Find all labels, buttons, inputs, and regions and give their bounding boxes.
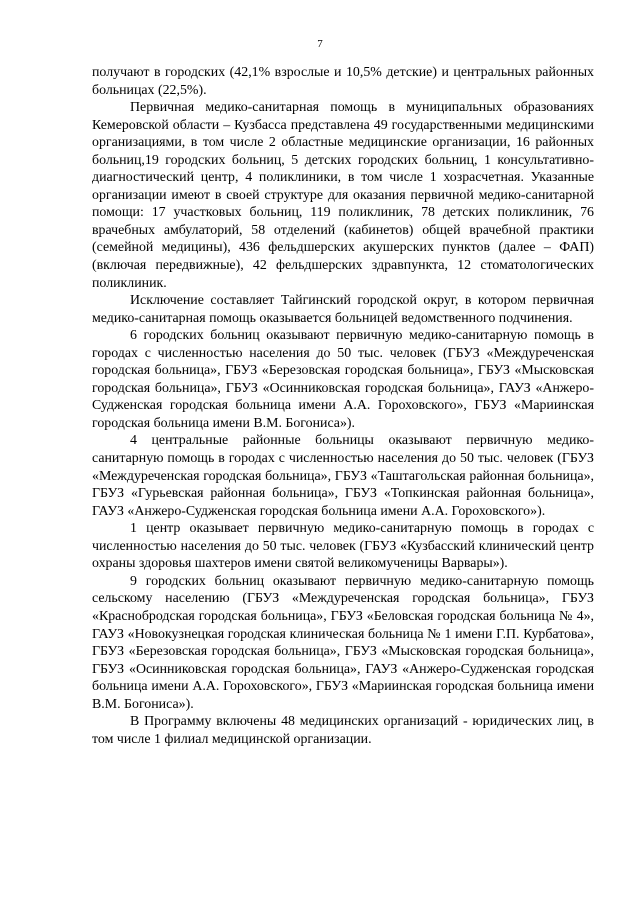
paragraph-primary-care-overview: Первичная медико-санитарная помощь в муниципальных образованиях Кемеровской области – Кузбасса представлена 49 государственными медицинскими организациями, в том числе 2 областные медицинские организации, 16 районных больниц,19 городских больниц, 5 детских городских больниц, 1 консультативно-диагностический центр, 4 поликлиники, в том числе 1 хозрасчетная. Указанные организации имеют в своей структуре для оказания первичной медико-санитарной помощи: 17 участковых больниц, 119 поликлиник, 78 детских поликлиник, 76 врачебных амбулаторий, 58 отделений (кабинетов) общей врачебной практики (семейной медицины), 436 фельдшерских акушерских пунктов (далее – ФАП) (включая передвижные), 42 фельдшерских здравпункта, 12 стоматологических поликлиник. [92,100,594,291]
paragraph-miners-center: 1 центр оказывает первичную медико-санитарную помощь в городах с численностью населения до 50 тыс. человек (ГБУЗ «Кузбасский клинический центр охраны здоровья шахтеров имени святой великомученицы Варвары»). [92,521,594,572]
paragraph-central-district-hospitals: 4 центральные районные больницы оказывают первичную медико-санитарную помощь в городах с численностью населения до 50 тыс. человек (ГБУЗ «Междуреченская городская больница», ГБУЗ «Таштагольская районная больница», ГБУЗ «Гурьевская районная больница», ГБУЗ «Топкинская районная больница», ГАУЗ «Анжеро-Судженская городская больница имени А.А. Гороховского»). [92,433,594,519]
paragraph-program-organizations: В Программу включены 48 медицинских организаций - юридических лиц, в том числе 1 филиал медицинской организации. [92,714,594,747]
paragraph-continuation: получают в городских (42,1% взрослые и 10,5% детские) и центральных районных больницах (22,5%). [92,65,594,98]
paragraph-taiga-exception: Исключение составляет Тайгинский городской округ, в котором первичная медико-санитарная помощь оказывается больницей ведомственного подчинения. [92,293,594,326]
paragraph-rural-care-hospitals: 9 городских больниц оказывают первичную медико-санитарную помощь сельскому населению (ГБУЗ «Междуреченская городская больница», ГБУЗ «Краснобродская городская больница», ГБУЗ «Беловская городская больница № 4», ГАУЗ «Новокузнецкая городская клиническая больница № 1 имени Г.П. Курбатова», ГБУЗ «Березовская городская больница», ГБУЗ «Мысковская городская больница», ГБУЗ «Осинниковская городская больница», ГАУЗ «Анжеро-Судженская городская больница имени А.А. Гороховского», ГБУЗ «Мариинская городская больница имени В.М. Богониса»). [92,573,594,712]
page-number: 7 [317,38,323,50]
paragraph-city-hospitals: 6 городских больниц оказывают первичную медико-санитарную помощь в городах с численностью населения до 50 тыс. человек (ГБУЗ «Междуреченская городская больница», ГБУЗ «Березовская городская больница», ГБУЗ «Мысковская городская больница», ГБУЗ «Осинниковская городская больница», ГАУЗ «Анжеро-Судженская городская больница имени А.А. Гороховского», ГБУЗ «Мариинская городская больница имени В.М. Богониса»). [92,328,594,431]
document-body [92,64,594,748]
